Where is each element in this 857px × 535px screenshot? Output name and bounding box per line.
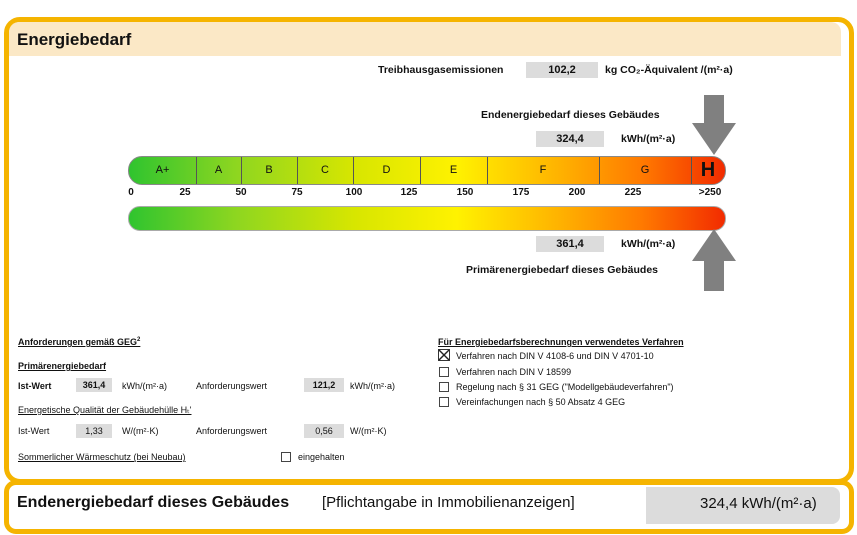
primary-energy-unit: kWh/(m²·a) — [621, 238, 676, 250]
emissions-unit: kg CO₂-Äquivalent /(m²·a) — [605, 64, 733, 76]
primary-energy-value: 361,4 — [536, 236, 604, 252]
scale-tick: 25 — [179, 187, 191, 198]
class-e: E — [420, 157, 488, 184]
method-checkbox-3[interactable] — [439, 382, 449, 392]
primary-energy-label: Primärenergiebedarf dieses Gebäudes — [466, 264, 658, 276]
scale-tick: 175 — [512, 187, 530, 198]
ist-unit: kWh/(m²·a) — [122, 381, 167, 391]
methods-title: Für Energiebedarfsberechnungen verwendetes Verfahren — [438, 337, 684, 347]
method-item-4: Vereinfachungen nach § 50 Absatz 4 GEG — [456, 397, 626, 407]
scale-tick: 150 — [456, 187, 474, 198]
end-energy-value: 324,4 — [536, 131, 604, 147]
end-energy-unit: kWh/(m²·a) — [621, 133, 676, 145]
method-item-2: Verfahren nach DIN V 18599 — [456, 367, 572, 377]
class-d: D — [353, 157, 421, 184]
scale-tick: 125 — [400, 187, 418, 198]
method-checkbox-2[interactable] — [439, 367, 449, 377]
envelope-ist-value: 1,33 — [76, 424, 112, 438]
method-item-3: Regelung nach § 31 GEG ("Modellgebäudeverfahren") — [456, 382, 674, 392]
footer-subtitle: [Pflichtangabe in Immobilienanzeigen] — [322, 494, 575, 511]
footer-title: Endenergiebedarf dieses Gebäudes — [17, 494, 290, 511]
requirements-title: Anforderungen gemäß GEG$^2$ — [18, 337, 141, 347]
ist-value: 361,4 — [76, 378, 112, 392]
scale-tick: 75 — [291, 187, 303, 198]
scale-tick: 225 — [624, 187, 642, 198]
method-checkbox-4[interactable] — [439, 397, 449, 407]
panel-title: Energiebedarf — [17, 30, 132, 49]
scale-tick: >250 — [698, 187, 722, 198]
class-a-plus: A+ — [129, 157, 197, 184]
envelope-requirement-label: Anforderungswert — [196, 426, 268, 436]
class-f: F — [487, 157, 600, 184]
primary-requirement-heading: Primärenergiebedarf — [18, 361, 107, 371]
footer-value: 324,4 kWh/(m²·a) — [700, 495, 817, 512]
emissions-label: Treibhausgasemissionen — [378, 64, 504, 76]
summer-protection-check-label: eingehalten — [298, 452, 345, 462]
method-item-1: Verfahren nach DIN V 4108-6 und DIN V 4701-10 — [456, 351, 654, 361]
requirement-value: 121,2 — [304, 378, 344, 392]
scale-tick: 50 — [235, 187, 247, 198]
class-c: C — [297, 157, 354, 184]
summer-protection-label: Sommerlicher Wärmeschutz (bei Neubau) — [18, 452, 186, 462]
envelope-ist-unit: W/(m²·K) — [122, 426, 159, 436]
summer-protection-checkbox[interactable] — [281, 452, 291, 462]
class-a: A — [196, 157, 242, 184]
ist-label: Ist-Wert — [18, 381, 52, 391]
requirement-label: Anforderungswert — [196, 381, 268, 391]
end-energy-label: Endenergiebedarf dieses Gebäudes — [481, 109, 660, 121]
class-b: B — [241, 157, 298, 184]
end-energy-arrow-icon — [690, 95, 738, 157]
class-h: H — [700, 159, 716, 181]
primary-energy-arrow-icon — [690, 229, 738, 293]
requirement-unit: kWh/(m²·a) — [350, 381, 395, 391]
method-checkbox-checked-icon[interactable] — [438, 349, 450, 361]
scale-tick: 0 — [128, 187, 134, 198]
scale-tick: 200 — [568, 187, 586, 198]
envelope-requirement-unit: W/(m²·K) — [350, 426, 387, 436]
envelope-heading: Energetische Qualität der Gebäudehülle Hₜ' — [18, 405, 192, 415]
class-g: G — [599, 157, 692, 184]
gradient-bar — [128, 206, 726, 231]
envelope-requirement-value: 0,56 — [304, 424, 344, 438]
emissions-value: 102,2 — [526, 62, 598, 78]
scale-tick: 100 — [345, 187, 363, 198]
energy-class-scale — [128, 156, 726, 185]
panel-header — [9, 22, 841, 56]
envelope-ist-label: Ist-Wert — [18, 426, 50, 436]
